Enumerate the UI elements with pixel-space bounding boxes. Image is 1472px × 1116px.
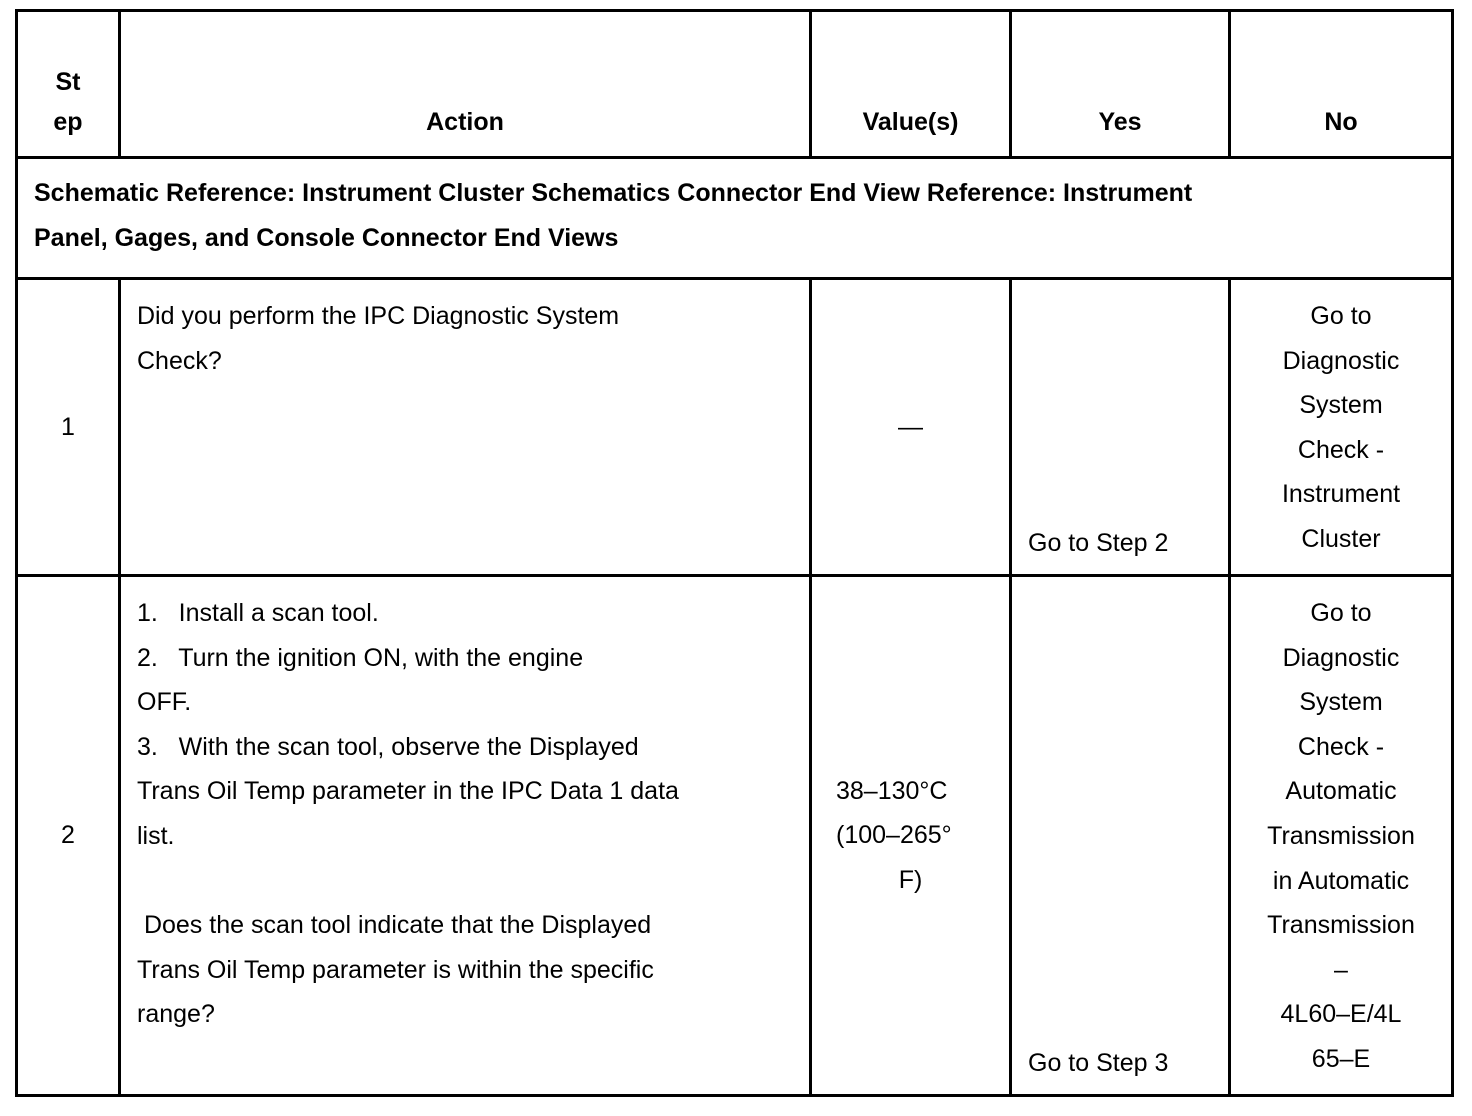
action-cell [120,576,811,1096]
question-line: Trans Oil Temp parameter is within the specific [137,955,654,984]
value-line: F) [898,865,923,894]
action-cell [120,279,811,576]
schematic-reference-row [17,158,1453,279]
yes-cell: Go to Step 3 [1011,576,1230,1096]
step-header-line2: ep [53,108,83,136]
yes-column-header: Yes [1011,11,1230,158]
action-line: 3. With the scan tool, observe the Displayed [137,732,639,761]
action-line: 2. Turn the ignition ON, with the engine [137,643,584,672]
no-line: in Automatic [1272,866,1410,895]
table-row [17,279,1453,576]
action-line: Check? [137,346,222,375]
no-line: System [1299,688,1383,717]
table-header-row [17,11,1453,158]
step-number: 1 [17,279,120,576]
action-line: 1. Install a scan tool. [137,599,379,627]
values-column-header: Value(s) [811,11,1011,158]
no-cell [1230,279,1453,576]
no-column-header: No [1230,11,1453,158]
no-line: – [1334,955,1348,984]
action-line: OFF. [137,688,192,717]
no-line: Check - [1297,732,1385,761]
no-line: Cluster [1301,524,1381,553]
action-column-header: Action [120,11,811,158]
no-line: Instrument [1281,480,1401,509]
no-line: Diagnostic [1282,643,1400,672]
step-header-line1: St [55,68,81,96]
no-line: Go to [1310,302,1372,330]
step-column-header [17,11,120,158]
no-line: Automatic [1285,777,1397,806]
no-line: Check - [1297,435,1385,464]
reference-line1: Schematic Reference: Instrument Cluster Schematics Connector End View Reference: Instrument [34,179,1193,207]
no-line: System [1299,391,1383,420]
diagnostic-table [15,9,1454,1097]
value-cell: — [811,279,1011,576]
table-row [17,576,1453,1096]
no-line: Go to [1310,599,1372,627]
no-line: Transmission [1267,911,1415,940]
action-line: list. [137,821,175,850]
no-cell [1230,576,1453,1096]
no-line: 65–E [1311,1044,1371,1073]
no-line: Transmission [1267,821,1415,850]
question-line: Does the scan tool indicate that the Displayed [137,911,652,940]
reference-line2: Panel, Gages, and Console Connector End Views [34,224,619,252]
action-line: Trans Oil Temp parameter in the IPC Data 1 data [137,777,679,806]
no-line: 4L60–E/4L [1280,1000,1402,1029]
step-number: 2 [17,576,120,1096]
yes-cell: Go to Step 2 [1011,279,1230,576]
schematic-reference-cell [17,158,1453,279]
no-line: Diagnostic [1282,346,1400,375]
action-line: Did you perform the IPC Diagnostic System [137,302,620,330]
value-line: (100–265° [836,821,952,850]
value-cell [811,576,1011,1096]
spacer [137,859,793,904]
question-line: range? [137,1000,215,1029]
value-line: 38–130°C [836,776,948,805]
